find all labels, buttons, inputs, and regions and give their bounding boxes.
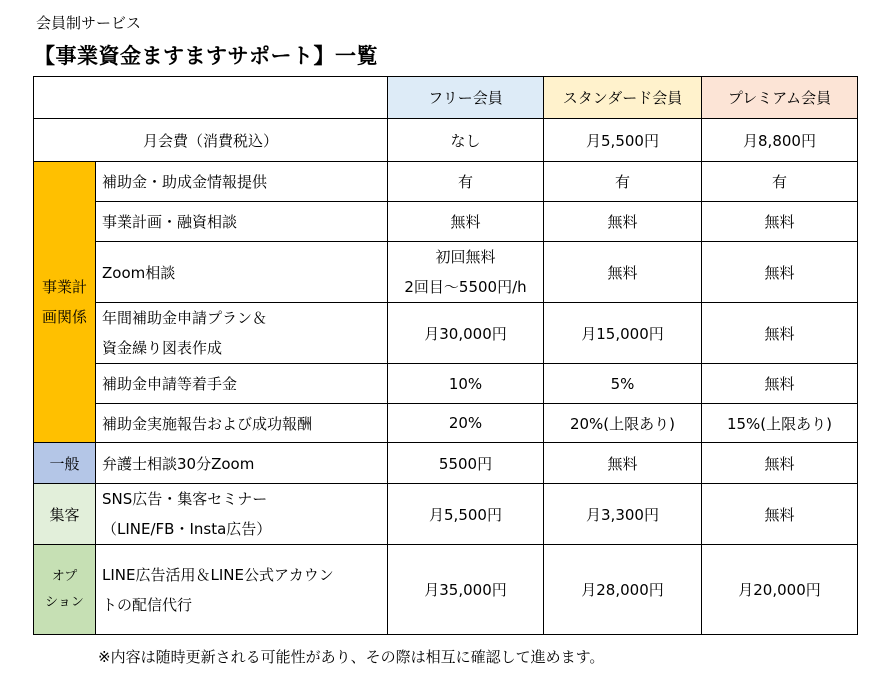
cell-standard: 無料: [544, 202, 702, 242]
table-row: [34, 303, 858, 364]
category-label: 画関係: [41, 308, 87, 326]
row-label: 事業計画・融資相談: [96, 202, 388, 242]
column-header-free: フリー会員: [388, 77, 544, 119]
category-business-planning: [34, 162, 96, 443]
cell-free: 5500円: [388, 443, 544, 484]
column-header-premium: プレミアム会員: [702, 77, 858, 119]
cell-standard: 月28,000円: [544, 545, 702, 635]
cell-premium: 無料: [702, 364, 858, 404]
cell-standard: 月3,300円: [544, 484, 702, 545]
row-label: [96, 545, 388, 635]
cell-premium: 無料: [702, 484, 858, 545]
row-label: 補助金実施報告および成功報酬: [96, 404, 388, 443]
cell-line: 2回目～5500円/h: [404, 278, 527, 296]
header-empty-cell: [34, 77, 388, 119]
cell-fee-standard: 月5,500円: [544, 119, 702, 162]
row-label: [96, 303, 388, 364]
cell-free: 有: [388, 162, 544, 202]
table-row: [34, 545, 858, 635]
category-general: 一般: [34, 443, 96, 484]
row-label: Zoom相談: [96, 242, 388, 303]
table-row-monthly-fee: [34, 119, 858, 162]
cell-premium: 無料: [702, 242, 858, 303]
cell-line: 初回無料: [435, 248, 496, 266]
cell-standard: 無料: [544, 443, 702, 484]
cell-premium: 無料: [702, 202, 858, 242]
row-label-monthly-fee: 月会費（消費税込）: [34, 119, 388, 162]
service-subtitle: 会員制サービス: [36, 14, 142, 32]
row-label-line: トの配信代行: [102, 595, 193, 614]
category-label: 事業計: [41, 278, 87, 296]
cell-premium: 無料: [702, 443, 858, 484]
category-label: オプ: [51, 568, 78, 584]
cell-premium: 有: [702, 162, 858, 202]
page-title: 【事業資金ますますサポート】一覧: [34, 44, 378, 68]
cell-free: [388, 242, 544, 303]
membership-comparison-table: [33, 76, 858, 635]
footnote: ※内容は随時更新される可能性があり、その際は相互に確認して進めます。: [98, 648, 605, 666]
cell-free: 無料: [388, 202, 544, 242]
cell-standard: 無料: [544, 242, 702, 303]
cell-standard: 月15,000円: [544, 303, 702, 364]
table-row: [34, 162, 858, 202]
cell-standard: 有: [544, 162, 702, 202]
row-label: 補助金・助成金情報提供: [96, 162, 388, 202]
category-label: ション: [45, 594, 84, 610]
row-label-line: （LINE/FB・Insta広告）: [102, 520, 272, 538]
cell-fee-premium: 月8,800円: [702, 119, 858, 162]
row-label-line: 年間補助金申請プラン＆: [102, 309, 268, 327]
category-options: [34, 545, 96, 635]
row-label-line: LINE広告活用＆LINE公式アカウン: [102, 565, 334, 584]
table-row: [34, 484, 858, 545]
row-label-line: 資金繰り図表作成: [102, 339, 223, 357]
row-label-line: SNS広告・集客セミナー: [102, 490, 268, 508]
cell-premium: 無料: [702, 303, 858, 364]
table-row: [34, 443, 858, 484]
cell-premium: 月20,000円: [702, 545, 858, 635]
row-label: 補助金申請等着手金: [96, 364, 388, 404]
cell-premium: 15%(上限あり): [702, 404, 858, 443]
table-row: [34, 202, 858, 242]
category-marketing: 集客: [34, 484, 96, 545]
cell-free: 月30,000円: [388, 303, 544, 364]
table-row: [34, 242, 858, 303]
cell-free: 月35,000円: [388, 545, 544, 635]
table-row: [34, 364, 858, 404]
table-header-row: [34, 77, 858, 119]
row-label: 弁護士相談30分Zoom: [96, 443, 388, 484]
cell-free: 10%: [388, 364, 544, 404]
column-header-standard: スタンダード会員: [544, 77, 702, 119]
row-label: [96, 484, 388, 545]
cell-fee-free: なし: [388, 119, 544, 162]
cell-standard: 20%(上限あり): [544, 404, 702, 443]
cell-free: 月5,500円: [388, 484, 544, 545]
cell-free: 20%: [388, 404, 544, 443]
table-row: [34, 404, 858, 443]
cell-standard: 5%: [544, 364, 702, 404]
